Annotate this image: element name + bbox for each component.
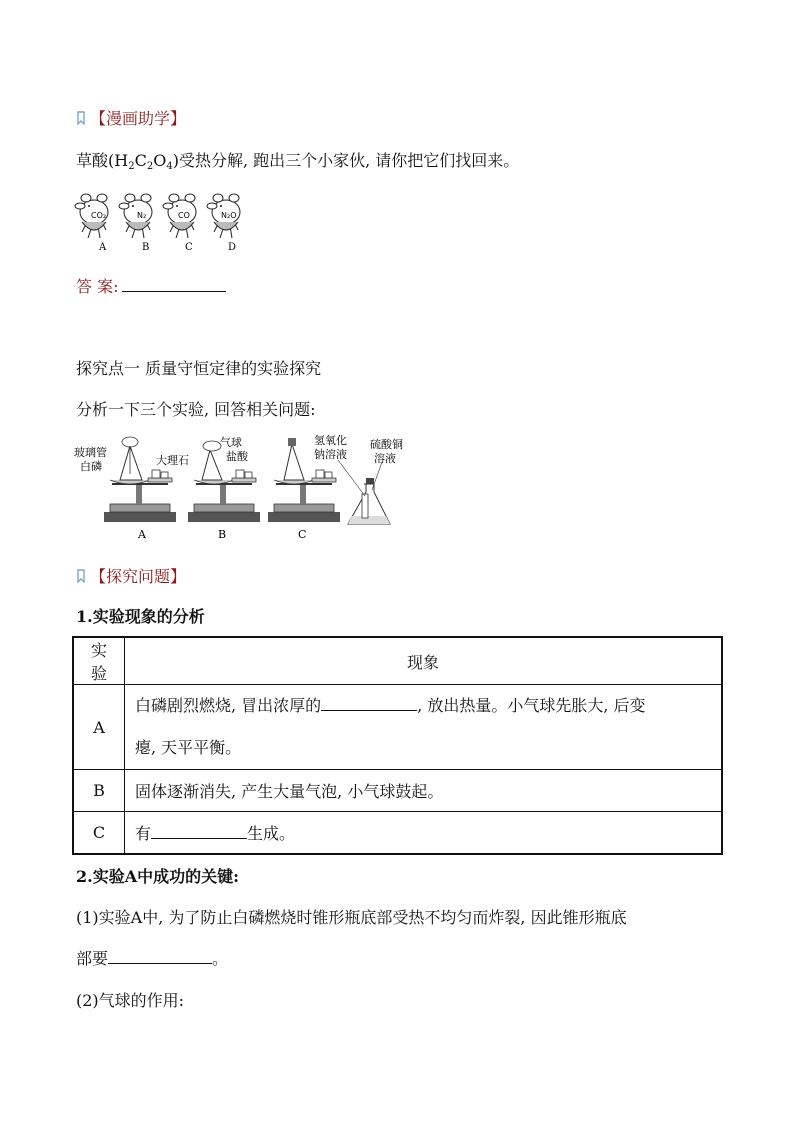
flask-detail xyxy=(338,460,390,524)
label-naoh-line2: 钠溶液 xyxy=(314,448,347,461)
balance-a xyxy=(104,437,176,522)
label-cuso4-line2: 溶液 xyxy=(374,452,396,465)
row-a-experiment: A xyxy=(73,685,125,770)
row-c-blank[interactable] xyxy=(151,821,247,839)
balance-b xyxy=(188,441,260,522)
pig-d-letter: D xyxy=(228,242,237,253)
pig-d-formula: N₂O xyxy=(221,211,237,220)
comic-illustration xyxy=(72,186,252,256)
figure-letter-a: A xyxy=(138,528,146,541)
phenomena-table xyxy=(72,636,723,855)
section-question-heading xyxy=(76,564,186,587)
row-b-experiment: B xyxy=(73,770,125,812)
pig-c-letter: C xyxy=(185,242,193,253)
explore-title: 探究点一 质量守恒定律的实验探究 xyxy=(76,359,322,378)
pig-b-letter: B xyxy=(142,242,150,253)
label-balloon: 气球 xyxy=(220,436,242,449)
label-marble: 大理石 xyxy=(156,454,189,467)
question-1-title: 1.实验现象的分析 xyxy=(76,607,205,626)
bookmark-icon xyxy=(76,111,86,125)
label-white-phosphorus: 白磷 xyxy=(80,460,102,473)
question-2-part2: (2)气球的作用: xyxy=(76,991,185,1010)
question-2-part1-line2: 部要 。 xyxy=(76,946,228,969)
table-row xyxy=(73,812,722,854)
question-2-title: 2.实验A中成功的关键: xyxy=(76,867,240,886)
row-c-experiment: C xyxy=(73,812,125,854)
pig-a-formula: CO₂ xyxy=(91,211,107,220)
pig-b xyxy=(119,194,152,238)
label-hydrochloric-acid: 盐酸 xyxy=(226,450,248,463)
table-header-row xyxy=(73,637,722,685)
row-a-phenomenon: 白磷剧烈燃烧, 冒出浓厚的 , 放出热量。小气球先胀大, 后变 瘪, 天平平衡。 xyxy=(125,685,723,770)
label-glass-tube: 玻璃管 xyxy=(74,446,107,459)
row-b-phenomenon: 固体逐渐消失, 产生大量气泡, 小气球鼓起。 xyxy=(125,770,723,812)
answer-label: 答 案: xyxy=(76,277,119,296)
label-cuso4-line1: 硫酸铜 xyxy=(370,438,403,451)
question-2-part1-line1: (1)实验A中, 为了防止白磷燃烧时锥形瓶底部受热不均匀而炸裂, 因此锥形瓶底 xyxy=(76,908,627,927)
answer-line xyxy=(76,274,226,297)
section-question-title: 【探究问题】 xyxy=(90,567,187,586)
figure-letter-b: B xyxy=(218,528,227,541)
row-c-phenomenon: 有 生成。 xyxy=(125,812,723,854)
section-comic-heading xyxy=(76,106,186,129)
intro-text: 草酸$(H_2C_2O_4)$受热分解, 跑出三个小家伙, 请你把它们找回来。 xyxy=(76,151,520,172)
bookmark-icon xyxy=(76,569,86,583)
pig-c-formula: CO xyxy=(178,211,190,220)
header-experiment: 实验 xyxy=(73,637,125,685)
pig-a-letter: A xyxy=(99,242,107,253)
table-row xyxy=(73,685,722,770)
row-a-blank[interactable] xyxy=(321,693,417,711)
section-comic-title: 【漫画助学】 xyxy=(90,109,187,128)
experiment-figure xyxy=(72,432,412,544)
table-row xyxy=(73,770,722,812)
pig-b-formula: N₂ xyxy=(137,211,147,220)
header-phenomenon: 现象 xyxy=(125,637,723,685)
question-2-part1-blank[interactable] xyxy=(108,946,212,964)
answer-blank[interactable] xyxy=(122,274,226,292)
explore-prompt: 分析一下三个实验, 回答相关问题: xyxy=(76,400,316,419)
figure-letter-c: C xyxy=(298,528,307,541)
label-naoh-line1: 氢氧化 xyxy=(314,434,347,447)
